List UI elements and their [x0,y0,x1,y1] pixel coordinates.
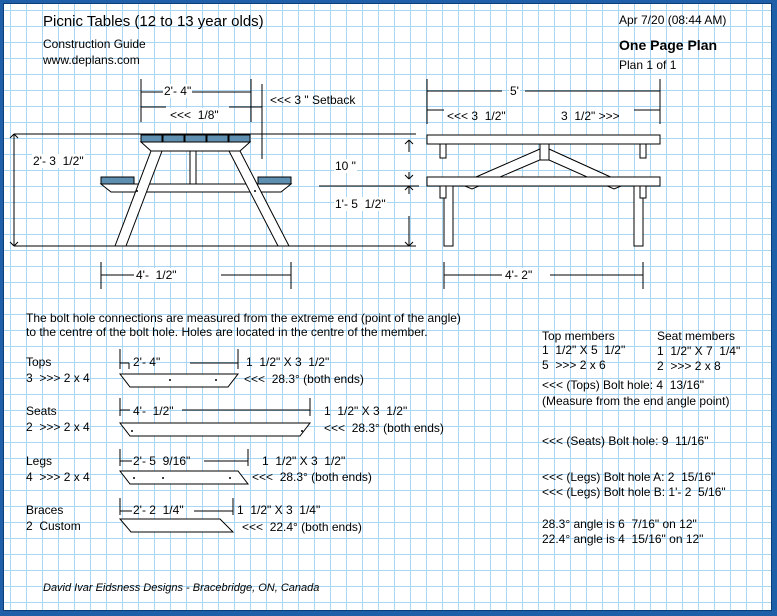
side-setback-label: <<< 3 " Setback [270,93,356,107]
legs-bolt-hole-b: <<< (Legs) Bolt hole B: 1'- 2 5/16" [542,485,726,499]
front-seat-height-label: 1'- 5 1/2" [335,197,386,211]
top-members-title: Top members [542,329,615,343]
part-cut: <<< 28.3° (both ends) [244,372,364,386]
part-stock: 1 1/2" X 3 1/2" [262,454,346,468]
front-gap-label: 10 " [335,159,356,173]
side-base-width-label: 4'- 1/2" [136,268,177,282]
part-qty: 3 >>> 2 x 4 [26,371,90,385]
part-qty: 2 >>> 2 x 4 [26,420,90,434]
part-name: Tops [26,355,52,369]
front-left-offset-label: <<< 3 1/2" [447,109,506,123]
part-stock: 1 1/2" X 3 1/4" [237,503,321,517]
part-name: Seats [26,404,57,418]
website-link[interactable]: www.deplans.com [43,53,140,67]
side-height-label: 2'- 3 1/2" [33,154,84,168]
bolt-note-line1: The bolt hole connections are measured from the extreme end (point of the angle) [26,311,461,325]
page-subtitle: Construction Guide [43,37,146,51]
plan-sheet [3,3,772,611]
seat-members-qty: 2 >>> 2 x 8 [657,359,721,373]
legs-bolt-hole-a: <<< (Legs) Bolt hole A: 2 15/16" [542,470,716,484]
part-name: Legs [26,454,53,468]
part-name: Braces [26,503,64,517]
part-stock: 1 1/2" X 3 1/2" [246,355,330,369]
part-qty: 2 Custom [26,519,81,533]
seat-members-title: Seat members [657,329,736,343]
page-title: Picnic Tables (12 to 13 year olds) [43,13,264,30]
side-top-width-label: 2'- 4" [164,84,192,98]
front-length-label: 5' [510,84,519,98]
part-length: 2'- 5 9/16" [133,454,191,468]
part-stock: 1 1/2" X 3 1/2" [324,404,408,418]
part-length: 2'- 4" [133,355,161,369]
front-base-length-label: 4'- 2" [505,268,533,282]
part-cut: <<< 28.3° (both ends) [324,421,444,435]
seats-bolt-hole: <<< (Seats) Bolt hole: 9 11/16" [542,434,709,448]
designer-credit: David Ivar Eidsness Designs - Bracebridge, ON, Canada [43,582,320,594]
part-qty: 4 >>> 2 x 4 [26,470,90,484]
tops-bolt-note: (Measure from the end angle point) [542,394,730,408]
angle-note-1: 28.3° angle is 6 7/16" on 12" [542,517,697,531]
top-members-size: 1 1/2" X 5 1/2" [542,343,626,357]
seat-members-size: 1 1/2" X 7 1/4" [657,344,741,358]
plan-page: Plan 1 of 1 [619,58,677,72]
bolt-note-line2: to the centre of the bolt hole. Holes are located in the centre of the member. [26,325,428,339]
angle-note-2: 22.4° angle is 4 15/16" on 12" [542,532,704,546]
part-cut: <<< 28.3° (both ends) [252,470,372,484]
side-angle-label: <<< 1/8" [170,108,219,122]
part-length: 4'- 1/2" [133,404,174,418]
tops-bolt-hole: <<< (Tops) Bolt hole: 4 13/16" [542,378,705,392]
part-length: 2'- 2 1/4" [133,503,184,517]
plan-name: One Page Plan [619,37,718,53]
part-cut: <<< 22.4° (both ends) [242,520,362,534]
top-members-qty: 5 >>> 2 x 6 [542,358,606,372]
front-right-offset-label: 3 1/2" >>> [561,109,620,123]
plan-date: Apr 7/20 (08:44 AM) [619,13,727,27]
